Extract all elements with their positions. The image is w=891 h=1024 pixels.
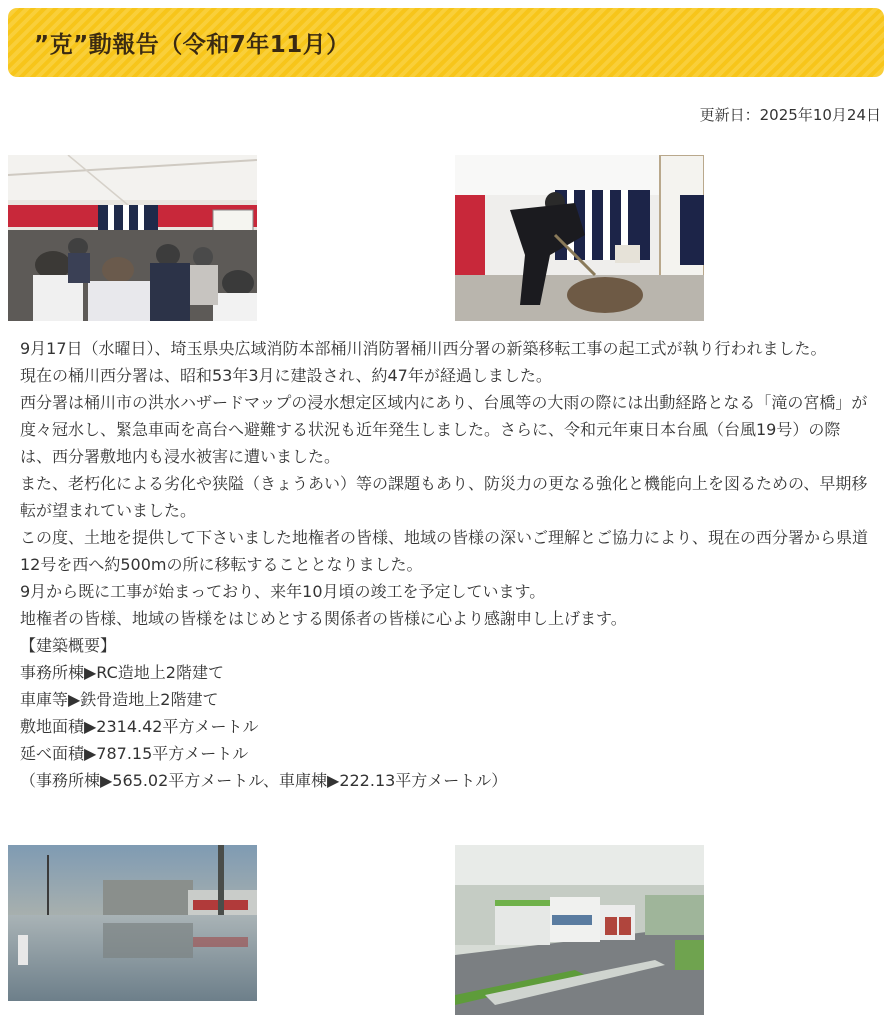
article-paragraph: この度、土地を提供して下さいました地権者の皆様、地域の皆様の深いご理解とご協力により、現在の西分署から県道12号を西へ約500mの所に移転することとなりました。 [20, 528, 869, 574]
overview-item: 車庫等▶鉄骨造地上2階建て [20, 690, 219, 709]
overview-item: 敷地面積▶2314.42平方メートル [20, 717, 259, 736]
photo-flooding [8, 845, 257, 1001]
article-paragraph: 西分署は桶川市の洪水ハザードマップの浸水想定区域内にあり、台風等の大雨の際には出動経路となる「滝の宮橋」が度々冠水し、緊急車両を高台へ避難する状況も近年発生しました。さらに、令和元年東日本台風（台風19号）の際は、西分署敷地内も浸水被害に遭いました。 [20, 393, 868, 466]
article-paragraph: 9月17日（水曜日）、埼玉県央広域消防本部桶川消防署桶川西分署の新築移転工事の起工式が執り行われました。 [20, 339, 827, 358]
overview-item: 事務所棟▶RC造地上2階建て [20, 663, 224, 682]
overview-item: 延べ面積▶787.15平方メートル [20, 744, 249, 763]
page-title: ”克”動報告（令和7年11月） [34, 32, 350, 58]
article-body [20, 335, 870, 794]
page-title-bar [8, 8, 884, 77]
article-paragraph: また、老朽化による劣化や狭隘（きょうあい）等の課題もあり、防災力の更なる強化と機能向上を図るための、早期移転が望まれていました。 [20, 474, 868, 520]
updated-date: 更新日：2025年10月24日 [699, 106, 881, 124]
overview-heading: 【建築概要】 [20, 636, 117, 655]
article-paragraph: 9月から既に工事が始まっており、来年10月頃の竣工を予定しています。 [20, 582, 546, 601]
photo-building-rendering [455, 845, 704, 1015]
photo-groundbreaking-shovel [455, 155, 704, 321]
article-paragraph: 地権者の皆様、地域の皆様をはじめとする関係者の皆様に心より感謝申し上げます。 [20, 609, 627, 628]
photo-ceremony-attendees [8, 155, 257, 321]
overview-item: （事務所棟▶565.02平方メートル、車庫棟▶222.13平方メートル） [20, 771, 508, 790]
article-paragraph: 現在の桶川西分署は、昭和53年3月に建設され、約47年が経過しました。 [20, 366, 552, 385]
